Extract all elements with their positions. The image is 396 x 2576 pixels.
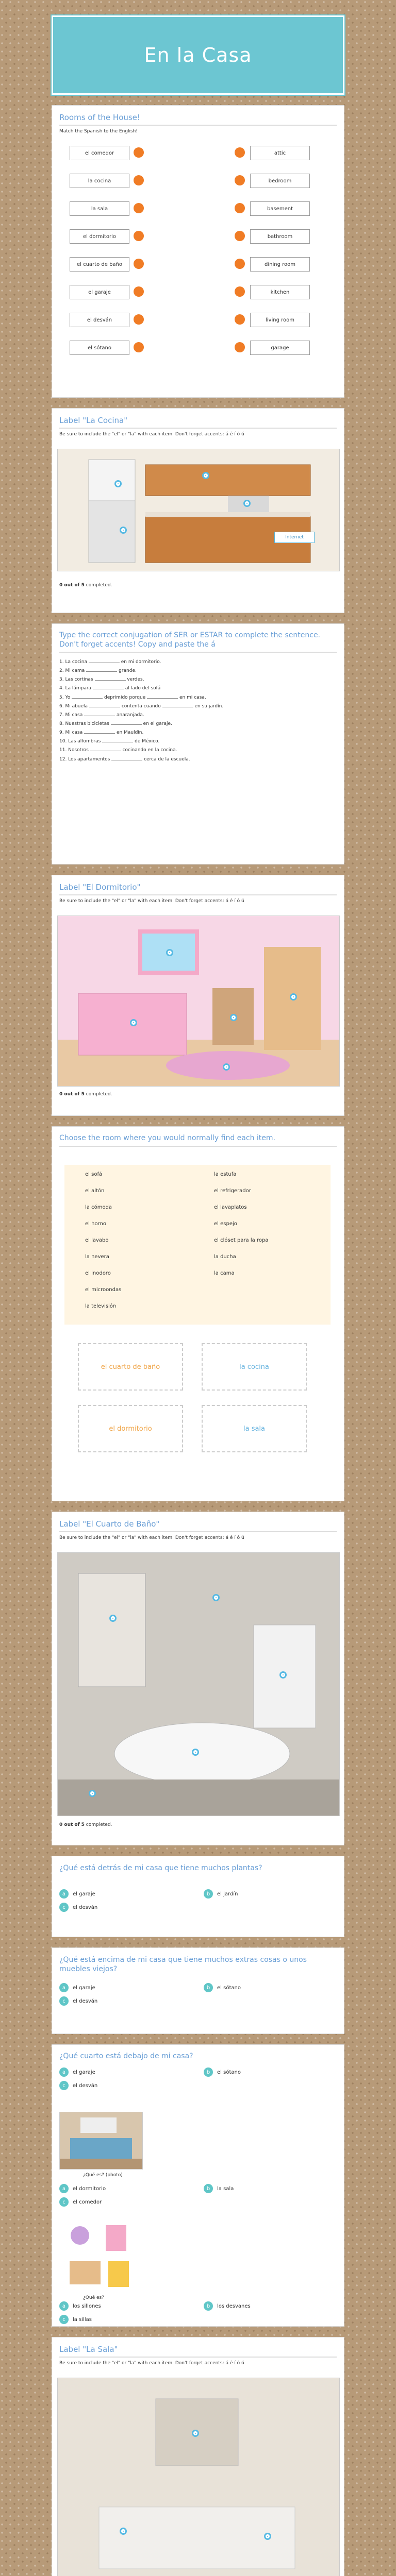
match-right-item[interactable]: dining room	[250, 257, 310, 272]
draggable-item[interactable]: la estufa	[214, 1171, 237, 1177]
fill-in-sentence	[59, 684, 337, 691]
option-label: el desván	[73, 1998, 98, 2004]
draggable-item[interactable]: la cómoda	[85, 1204, 112, 1210]
match-right-dot[interactable]	[235, 147, 245, 158]
draggable-item[interactable]: el microondas	[85, 1286, 122, 1293]
match-left-item[interactable]: la sala	[70, 201, 129, 216]
match-right-item[interactable]: kitchen	[250, 285, 310, 299]
match-left-dot[interactable]	[134, 147, 144, 158]
kitchen-illustration	[58, 449, 339, 571]
bathroom-illustration	[58, 1553, 339, 1816]
option-letter-badge: c	[59, 2081, 69, 2090]
sala-instruction: Be sure to include the "el" or "la" with each item. Don't forget accents: á é í ó ú	[59, 2361, 244, 2366]
draggable-item[interactable]: el inodoro	[85, 1270, 111, 1276]
answer-option[interactable]	[59, 2315, 92, 2324]
match-left-item[interactable]: el garaje	[70, 285, 129, 299]
answer-option[interactable]	[204, 1889, 238, 1899]
answer-input[interactable]	[162, 702, 193, 707]
draggable-item[interactable]: el espejo	[214, 1221, 237, 1227]
dormitorio-instruction: Be sure to include the "el" or "la" with each item. Don't forget accents: á é í ó ú	[59, 899, 244, 904]
answer-option[interactable]	[204, 2067, 241, 2077]
cocina-instruction: Be sure to include the "el" or "la" with each item. Don't forget accents: á é í ó ú	[59, 432, 244, 437]
answer-input[interactable]	[90, 746, 121, 751]
match-right-dot[interactable]	[235, 175, 245, 185]
draggable-item[interactable]: la cama	[214, 1270, 235, 1276]
option-letter-badge: a	[59, 1889, 69, 1899]
fill-in-sentence	[59, 755, 337, 762]
living-room-image	[57, 2378, 340, 2576]
match-left-item[interactable]: el desván	[70, 313, 129, 327]
answer-input[interactable]	[89, 658, 120, 663]
image-label-box[interactable]: Internet	[274, 532, 315, 543]
option-letter-badge: b	[204, 1983, 213, 1992]
answer-input[interactable]	[111, 720, 142, 725]
match-left-dot[interactable]	[134, 286, 144, 297]
page-title: En la Casa	[144, 44, 252, 66]
draggable-item[interactable]: el clóset para la ropa	[214, 1237, 269, 1243]
match-row	[64, 285, 323, 299]
sentence-fragment: contenta cuando	[121, 703, 161, 709]
sala-panel	[52, 2337, 344, 2576]
sentence-fragment: cocinando en la cocina.	[122, 748, 177, 753]
q4-caption: ¿Qué es? (photo)	[83, 2173, 123, 2178]
answer-option[interactable]	[204, 2301, 251, 2311]
fill-in-sentence	[59, 693, 337, 701]
category-drop-zone[interactable]: el dormitorio	[78, 1405, 183, 1452]
option-label: el comedor	[73, 2199, 102, 2205]
bano-panel	[52, 1512, 344, 1845]
sala-heading: Label "La Sala"	[59, 2345, 337, 2358]
match-row	[64, 174, 323, 188]
answer-input[interactable]	[86, 667, 117, 672]
sorting-heading: Choose the room where you would normally find each item.	[59, 1134, 337, 1147]
sentence-fragment: en el garaje.	[143, 721, 172, 726]
cocina-heading: Label "La Cocina"	[59, 416, 337, 429]
answer-option[interactable]	[59, 2081, 97, 2090]
sentence-fragment: 10. Las alfombras	[59, 739, 101, 744]
hotspot-1[interactable]	[114, 480, 122, 487]
sentence-fragment: de México.	[135, 739, 160, 744]
dormitorio-counter: 0 out of 5 completed.	[59, 1092, 112, 1097]
sentence-fragment: anaranjada.	[117, 712, 144, 718]
answer-option[interactable]	[59, 2184, 106, 2193]
match-right-dot[interactable]	[235, 342, 245, 352]
option-letter-badge: a	[59, 1983, 69, 1992]
sentence-fragment: deprimido porque	[104, 694, 146, 700]
match-right-dot[interactable]	[235, 203, 245, 213]
option-label: el jardín	[217, 1891, 238, 1897]
match-right-item[interactable]: garage	[250, 341, 310, 355]
question-1-text: ¿Qué está detrás de mi casa que tiene muchos plantas?	[59, 1864, 262, 1872]
option-letter-badge: a	[59, 2067, 69, 2077]
sentence-fragment: 7. Mi casa	[59, 712, 83, 718]
sentence-fragment: 11. Nosotros	[59, 748, 89, 753]
hotspot-4[interactable]	[290, 993, 297, 1001]
question-2-panel	[52, 1947, 344, 2034]
conjugation-heading: Type the correct conjugation of SER or ESTAR to complete the sentence. Don't forget accents! Copy and paste the á	[59, 631, 337, 653]
option-letter-badge: b	[204, 1889, 213, 1899]
option-label: el garaje	[73, 1891, 95, 1897]
match-row	[64, 146, 323, 160]
question-1-panel	[52, 1856, 344, 1937]
sentence-fragment: al lado del sofá	[125, 686, 161, 691]
rooms-matching-panel	[52, 105, 344, 398]
match-row	[64, 229, 323, 244]
sentence-fragment: 5. Yo	[59, 694, 71, 700]
draggable-item[interactable]: la nevera	[85, 1253, 109, 1260]
hotspot-4[interactable]	[243, 500, 251, 507]
sentence-fragment: 12. Los apartamentos	[59, 756, 110, 762]
answer-input[interactable]	[147, 693, 178, 699]
match-left-item[interactable]: el dormitorio	[70, 229, 129, 244]
answer-option[interactable]	[59, 2197, 102, 2207]
category-drop-zone[interactable]: la cocina	[202, 1343, 307, 1391]
draggable-item[interactable]: la televisión	[85, 1303, 117, 1309]
fill-in-sentence	[59, 667, 337, 674]
hotspot-3[interactable]	[202, 472, 209, 479]
sentence-fragment: 1. La cocina	[59, 659, 87, 665]
sentence-fragment: grande.	[119, 668, 137, 674]
hotspot-5[interactable]	[223, 1063, 230, 1071]
hotspot-1[interactable]	[192, 2430, 199, 2437]
living-room-illustration	[58, 2378, 339, 2576]
match-right-dot[interactable]	[235, 259, 245, 269]
draggable-item[interactable]: el altón	[85, 1188, 105, 1194]
hotspot-1[interactable]	[109, 1615, 117, 1622]
fill-in-sentence	[59, 720, 337, 727]
answer-input[interactable]	[72, 693, 103, 699]
fill-in-sentence	[59, 702, 337, 709]
hotspot-3[interactable]	[230, 1014, 237, 1021]
dormitorio-heading: Label "El Dormitorio"	[59, 883, 337, 895]
answer-option[interactable]	[59, 2067, 95, 2077]
match-row	[64, 257, 323, 272]
hotspot-4[interactable]	[192, 1749, 199, 1756]
draggable-item[interactable]: la ducha	[214, 1253, 236, 1260]
option-label: el garaje	[73, 1985, 95, 1991]
hotspot-2[interactable]	[120, 527, 127, 534]
match-left-dot[interactable]	[134, 314, 144, 325]
cocina-panel	[52, 408, 344, 613]
option-letter-badge: c	[59, 1903, 69, 1912]
draggable-item[interactable]: el refrigerador	[214, 1188, 251, 1194]
answer-input[interactable]	[111, 755, 142, 760]
match-left-item[interactable]: el sótano	[70, 341, 129, 355]
match-left-dot[interactable]	[134, 342, 144, 352]
option-label: el sótano	[217, 1985, 241, 1991]
answer-option[interactable]	[59, 1903, 97, 1912]
option-label: la sillas	[73, 2316, 92, 2323]
answer-option[interactable]	[59, 1983, 95, 1992]
fill-in-sentence	[59, 728, 337, 736]
fill-in-sentence	[59, 658, 337, 665]
match-row	[64, 341, 323, 355]
hotspot-2[interactable]	[212, 1594, 220, 1601]
sentence-fragment: en mi casa.	[179, 694, 206, 700]
match-right-dot[interactable]	[235, 231, 245, 241]
answer-option[interactable]	[59, 1889, 95, 1899]
hotspot-5[interactable]	[89, 1790, 96, 1797]
match-right-item[interactable]: attic	[250, 146, 310, 160]
answer-option[interactable]	[59, 1996, 97, 2006]
kitchen-image	[57, 449, 340, 571]
answer-option[interactable]	[204, 2184, 234, 2193]
option-letter-badge: b	[204, 2301, 213, 2311]
hotspot-3[interactable]	[264, 2533, 271, 2540]
sorting-panel	[52, 1126, 344, 1501]
draggable-item[interactable]: el horno	[85, 1221, 106, 1227]
sentence-fragment: verdes.	[127, 677, 144, 683]
option-label: la sala	[217, 2185, 234, 2192]
bedroom-illustration	[58, 916, 339, 1086]
sentence-fragment: 8. Nuestras bicicletas	[59, 721, 109, 726]
option-letter-badge: b	[204, 2067, 213, 2077]
match-right-item[interactable]: basement	[250, 201, 310, 216]
match-left-dot[interactable]	[134, 231, 144, 241]
question-3-text: ¿Qué cuarto está debajo de mi casa?	[59, 2052, 193, 2060]
sentence-fragment: 3. Las cortinas	[59, 677, 93, 683]
option-label: los desvanes	[217, 2303, 251, 2309]
draggable-item[interactable]: el sofá	[85, 1171, 103, 1177]
option-label: el desván	[73, 1904, 98, 1910]
bedroom-image	[57, 916, 340, 1087]
sentence-fragment: 2. Mi cama	[59, 668, 85, 674]
hotspot-1[interactable]	[166, 949, 173, 956]
hotspot-3[interactable]	[279, 1671, 287, 1679]
rooms-heading: Rooms of the House!	[59, 113, 337, 126]
match-right-item[interactable]: bedroom	[250, 174, 310, 188]
sentence-fragment: 9. Mi casa	[59, 730, 83, 736]
fill-in-sentence	[59, 737, 337, 744]
living-room-thumbnail	[59, 2112, 143, 2170]
match-right-dot[interactable]	[235, 314, 245, 325]
question-2-text: ¿Qué está encima de mi casa que tiene muchos extras cosas o unos muebles viejos?	[59, 1956, 307, 1974]
draggable-item[interactable]: el lavabo	[85, 1237, 109, 1243]
fill-in-list	[59, 658, 337, 762]
option-letter-badge: b	[204, 2184, 213, 2193]
option-label: el sótano	[217, 2069, 241, 2075]
conjugation-panel	[52, 623, 344, 865]
option-letter-badge: a	[59, 2184, 69, 2193]
answer-input[interactable]	[95, 675, 126, 681]
dormitorio-panel	[52, 875, 344, 1116]
bano-counter: 0 out of 5 completed.	[59, 1822, 112, 1827]
option-label: el dormitorio	[73, 2185, 106, 2192]
option-letter-badge: a	[59, 2301, 69, 2311]
option-letter-badge: c	[59, 1996, 69, 2006]
answer-input[interactable]	[84, 711, 115, 716]
sentence-fragment: 4. La lámpara	[59, 686, 92, 691]
bano-heading: Label "El Cuarto de Baño"	[59, 1519, 337, 1532]
match-left-dot[interactable]	[134, 175, 144, 185]
draggable-item[interactable]: el lavaplatos	[214, 1204, 247, 1210]
answer-input[interactable]	[84, 728, 115, 734]
match-left-item[interactable]: el comedor	[70, 146, 129, 160]
match-left-dot[interactable]	[134, 259, 144, 269]
option-letter-badge: c	[59, 2197, 69, 2207]
answer-input[interactable]	[93, 684, 124, 689]
cocina-counter: 0 out of 5 completed.	[59, 583, 112, 588]
answer-input[interactable]	[102, 737, 133, 742]
hotspot-2[interactable]	[130, 1019, 137, 1026]
fill-in-sentence	[59, 711, 337, 718]
match-left-item[interactable]: el cuarto de baño	[70, 257, 129, 272]
category-drop-zone[interactable]: la sala	[202, 1405, 307, 1452]
hotspot-2[interactable]	[120, 2528, 127, 2535]
question-3-panel	[52, 2044, 344, 2327]
rooms-instruction: Match the Spanish to the English!	[59, 129, 138, 134]
option-label: los sillones	[73, 2303, 101, 2309]
fill-in-sentence	[59, 675, 337, 683]
sentence-fragment: 6. Mi abuela	[59, 703, 88, 709]
title-banner	[52, 15, 344, 95]
sentence-fragment: cerca de la escuela.	[144, 756, 190, 762]
match-right-item[interactable]: living room	[250, 313, 310, 327]
answer-option[interactable]	[204, 1983, 241, 1992]
option-letter-badge: c	[59, 2315, 69, 2324]
furniture-thumbnail	[59, 2220, 137, 2292]
fill-in-sentence	[59, 746, 337, 753]
q5-caption: ¿Qué es?	[83, 2295, 104, 2300]
match-row	[64, 201, 323, 216]
bano-instruction: Be sure to include the "el" or "la" with each item. Don't forget accents: á é í ó ú	[59, 1535, 244, 1540]
match-left-item[interactable]: la cocina	[70, 174, 129, 188]
sentence-fragment: en Mauldin.	[117, 730, 144, 736]
match-row	[64, 313, 323, 327]
sentence-fragment: en mi dormitorio.	[121, 659, 161, 665]
sentence-fragment: en su jardín.	[194, 703, 224, 709]
match-right-item[interactable]: bathroom	[250, 229, 310, 244]
match-right-dot[interactable]	[235, 286, 245, 297]
category-drop-zone[interactable]: el cuarto de baño	[78, 1343, 183, 1391]
bathroom-image	[57, 1552, 340, 1816]
match-left-dot[interactable]	[134, 203, 144, 213]
option-label: el desván	[73, 2082, 98, 2089]
answer-option[interactable]	[59, 2301, 101, 2311]
answer-input[interactable]	[89, 702, 120, 707]
option-label: el garaje	[73, 2069, 95, 2075]
